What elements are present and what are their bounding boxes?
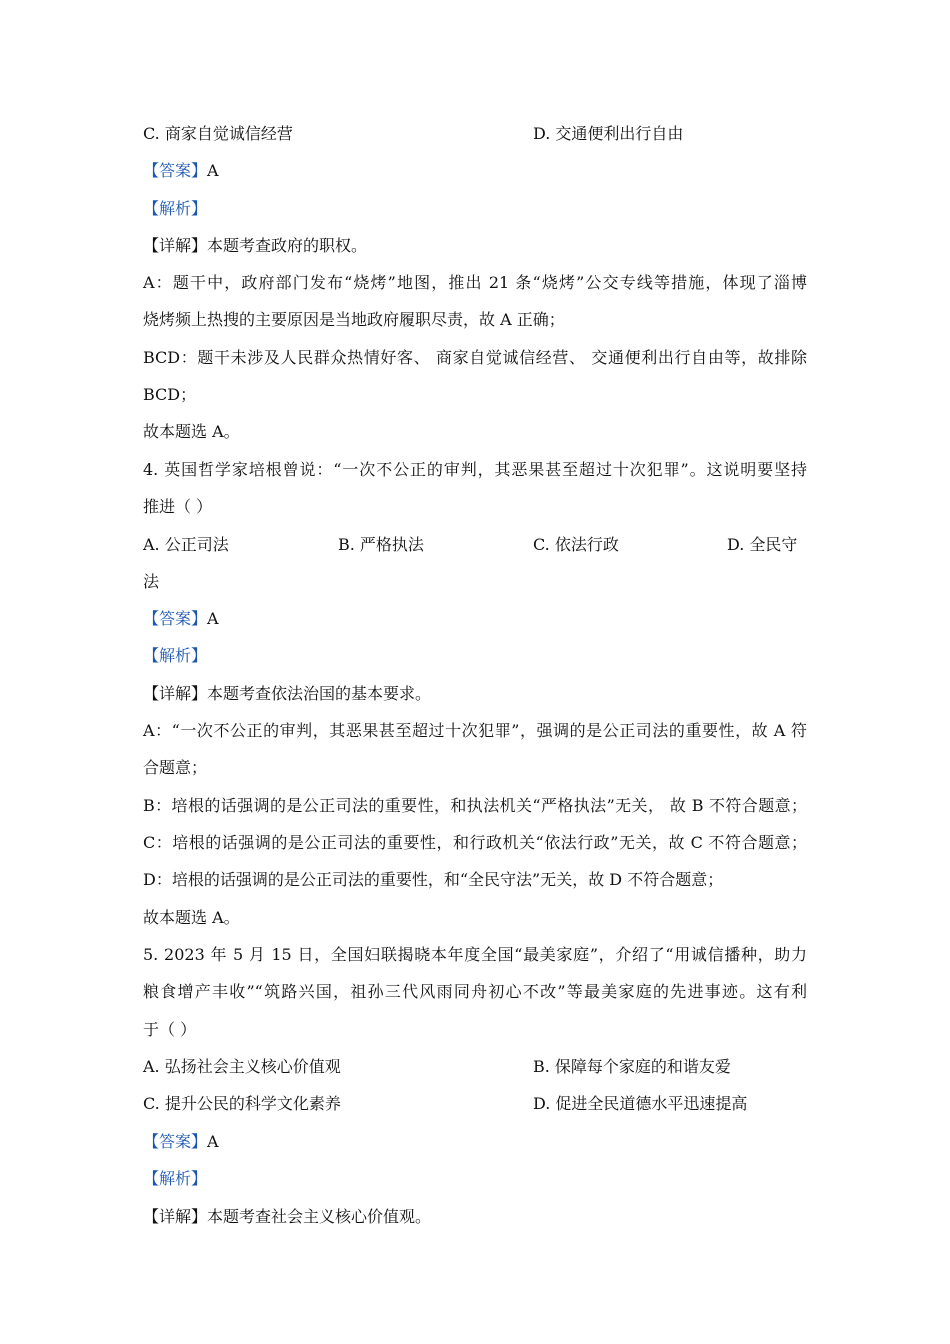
q5-stem-line3: 于（ ） [143, 1020, 197, 1039]
q4-option-b: B. 严格执法 [338, 535, 424, 554]
answer-value: A [207, 1132, 219, 1151]
q5-option-a: A. 弘扬社会主义核心价值观 [143, 1057, 341, 1076]
detail-text: 本题考查社会主义核心价值观。 [207, 1207, 432, 1226]
q5-option-c: C. 提升公民的科学文化素养 [143, 1094, 341, 1113]
answer-value: A [207, 609, 219, 628]
q5-option-d: D. 促进全民道德水平迅速提高 [533, 1094, 748, 1113]
q3-analysis-tag [143, 199, 207, 219]
q3-explain-a-line1: A：题干中，政府部门发布“烧烤”地图，推出 21 条“烧烤”公交专线等措施，体现了淄博 [143, 273, 807, 292]
q5-stem-line2: 粮食增产丰收”“筑路兴国，祖孙三代风雨同舟初心不改”等最美家庭的先进事迹。这有利 [143, 982, 807, 1001]
q5-answer [143, 1132, 219, 1152]
q4-stem-line2: 推进（ ） [143, 497, 213, 516]
q4-explain-a-line2: 合题意； [143, 758, 208, 777]
q4-explain-a-line1: A：“一次不公正的审判，其恶果甚至超过十次犯罪”，强调的是公正司法的重要性，故 A 符 [143, 721, 807, 740]
q4-conclusion: 故本题选 A。 [143, 908, 240, 927]
q3-conclusion: 故本题选 A。 [143, 422, 240, 441]
answer-tag: 【答案】 [143, 1132, 208, 1151]
detail-text: 本题考查依法治国的基本要求。 [207, 684, 432, 703]
q5-analysis-tag [143, 1169, 207, 1189]
q4-answer [143, 609, 219, 629]
detail-tag: 【详解】 [143, 1207, 208, 1226]
q4-option-d-wrap: 法 [143, 572, 160, 591]
q3-option-c: C. 商家自觉诚信经营 [143, 124, 293, 143]
analysis-tag: 【解析】 [143, 199, 208, 218]
answer-tag: 【答案】 [143, 161, 208, 180]
detail-tag: 【详解】 [143, 684, 208, 703]
q4-explain-b: B：培根的话强调的是公正司法的重要性，和执法机关“严格执法”无关， 故 B 不符合题意； [143, 796, 807, 815]
q4-option-d: D. 全民守 [727, 535, 798, 554]
q4-detail [143, 684, 431, 704]
q3-explain-bcd-line1: BCD：题干未涉及人民群众热情好客、 商家自觉诚信经营、 交通便利出行自由等，故排除 [143, 348, 807, 367]
q3-explain-bcd-line2: BCD； [143, 385, 197, 404]
q3-answer [143, 161, 219, 181]
q3-explain-a-line2: 烧烤频上热搜的主要原因是当地政府履职尽责，故 A 正确； [143, 310, 565, 329]
q5-option-b: B. 保障每个家庭的和谐友爱 [533, 1057, 731, 1076]
q4-explain-d: D：培根的话强调的是公正司法的重要性，和“全民守法”无关，故 D 不符合题意； [143, 870, 724, 889]
q4-option-a: A. 公正司法 [143, 535, 229, 554]
q4-explain-c: C：培根的话强调的是公正司法的重要性，和行政机关“依法行政”无关，故 C 不符合题意； [143, 833, 807, 852]
q5-detail [143, 1207, 431, 1227]
analysis-tag: 【解析】 [143, 646, 208, 665]
analysis-tag: 【解析】 [143, 1169, 208, 1188]
q4-analysis-tag [143, 646, 207, 666]
detail-tag: 【详解】 [143, 236, 208, 255]
answer-tag: 【答案】 [143, 609, 208, 628]
q3-option-d: D. 交通便利出行自由 [533, 124, 684, 143]
q3-detail [143, 236, 367, 256]
answer-value: A [207, 161, 219, 180]
q4-option-c: C. 依法行政 [533, 535, 619, 554]
q5-stem-line1: 5. 2023 年 5 月 15 日，全国妇联揭晓本年度全国“最美家庭”，介绍了“用诚信播种，助力 [143, 945, 807, 964]
detail-text: 本题考查政府的职权。 [207, 236, 368, 255]
q4-stem-line1: 4. 英国哲学家培根曾说：“一次不公正的审判，其恶果甚至超过十次犯罪”。这说明要坚持 [143, 460, 807, 479]
